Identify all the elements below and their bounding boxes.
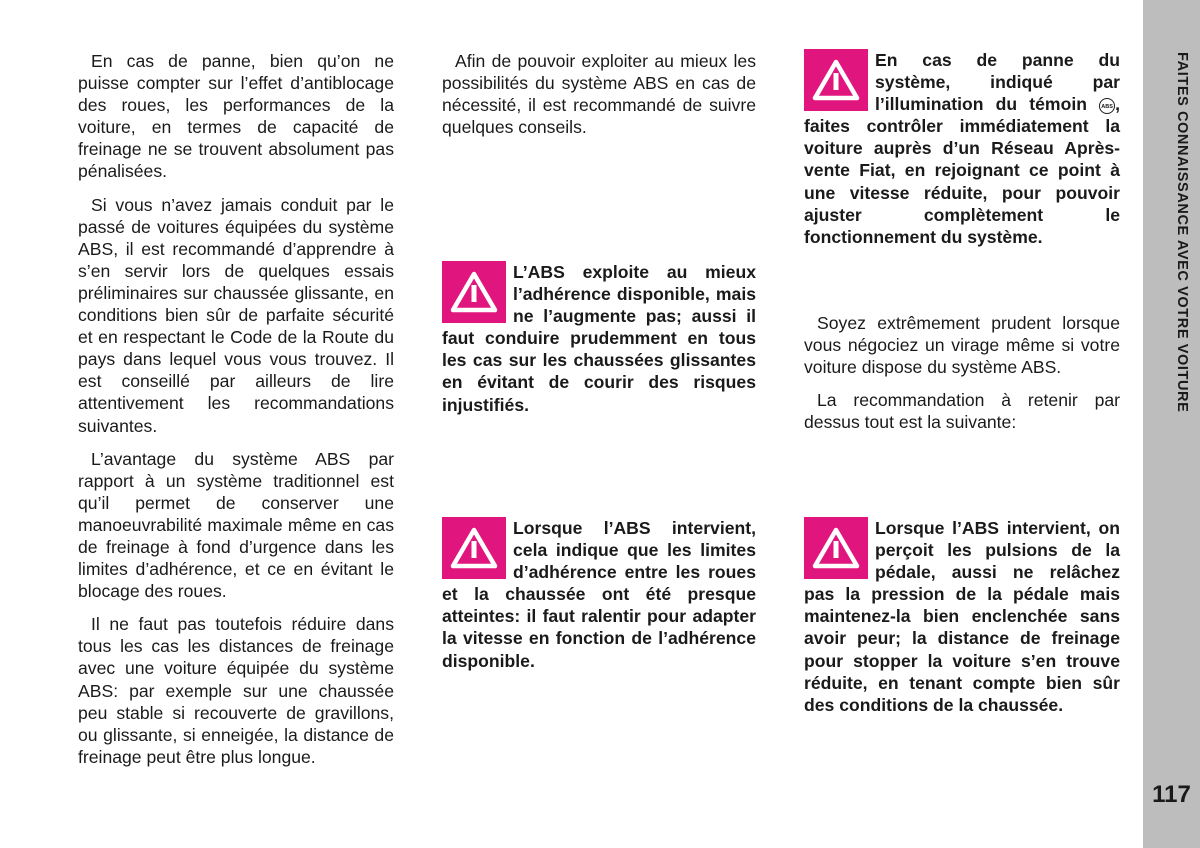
warning-text: Lorsque l’ABS intervient, on perçoit les pulsions de la pédale, aussi ne relâchez pas la pression de la pédale mais maintenez-la bien enclenchée sans avoir peur; la distance de freinage pour stopper la voiture s’en trouve réduite, en tenant compte bien sûr des conditions de la chaussée. [804, 518, 1120, 715]
page-number: 117 [1152, 781, 1191, 808]
column-2 [442, 50, 756, 138]
paragraph: En cas de panne, bien qu’on ne puisse compter sur l’effet d’antiblocage des roues, les performances de la voiture, en termes de capacité de freinage ne se trouvent absolument pas pénalisées. [78, 51, 394, 182]
warning-triangle-icon [442, 517, 506, 579]
warning-box [442, 517, 756, 672]
warning-triangle-icon [442, 261, 506, 323]
warning-box [804, 49, 1120, 248]
paragraph: La recommandation à retenir par dessus tout est la suivante: [804, 390, 1120, 433]
paragraph: Soyez extrêmement prudent lorsque vous négociez un virage même si votre voiture dispose du système ABS. [804, 313, 1120, 378]
column-1 [78, 50, 394, 768]
paragraph: L’avantage du système ABS par rapport à un système traditionnel est qu’il permet de conserver une manoeuvrabilité maximale même en cas de freinage à fond d’urgence dans les limites d’adhérence, et ce en évitant le blocage des roues. [78, 448, 394, 602]
warning-text-part: , faites contrôler immédiatement la voiture auprès d’un Réseau Après-vente Fiat, en rejoignant ce point à une vitesse réduite, pour pouvoir ajuster complètement le fonctionnement du système. [804, 94, 1120, 247]
warning-box [442, 261, 756, 416]
warning-text-part: En cas de panne du système, indiqué par l’illumination du témoin [875, 50, 1120, 115]
paragraph: Si vous n’avez jamais conduit par le passé de voitures équipées du système ABS, il est recommandé d’apprendre à s’en servir lors de quelques essais préliminaires sur chaussée glissante, en conditions bien sûr de parfaite sécurité et en respectant le Code de la Route du pays dans lequel vous vous trouvez. Il est conseillé par ailleurs de lire attentivement les recommandations suivantes. [78, 194, 394, 436]
section-title: FAITES CONNAISSANCE AVEC VOTRE VOITURE [1174, 52, 1190, 413]
warning-text: L’ABS exploite au mieux l’adhérence disponible, mais ne l’augmente pas; aussi il faut conduire prudemment en tous les cas sur les chaussées glissantes en évitant de courir des risques injustifiés. [442, 262, 756, 415]
abs-warning-lamp-icon: ABS [1099, 98, 1115, 114]
paragraph: Il ne faut pas toutefois réduire dans tous les cas les distances de freinage avec une voiture équipée du système ABS: par exemple sur une chaussée peu stable si recouverte de gravillons, ou glissante, si enneigée, la distance de freinage peut être plus longue. [78, 614, 394, 767]
warning-box [804, 517, 1120, 716]
paragraph: Afin de pouvoir exploiter au mieux les possibilités du système ABS en cas de nécessité, il est recommandé de suivre quelques conseils. [442, 51, 756, 138]
section-sidebar [1143, 0, 1200, 848]
warning-triangle-icon [804, 517, 868, 579]
warning-text: Lorsque l’ABS intervient, cela indique que les limites d’adhérence entre les roues et la chaussée ont été presque atteintes: il faut ralentir pour adapter la vitesse en fonction de l’adhérence disponible. [442, 518, 756, 671]
column-3-text [804, 312, 1120, 433]
warning-triangle-icon [804, 49, 868, 111]
